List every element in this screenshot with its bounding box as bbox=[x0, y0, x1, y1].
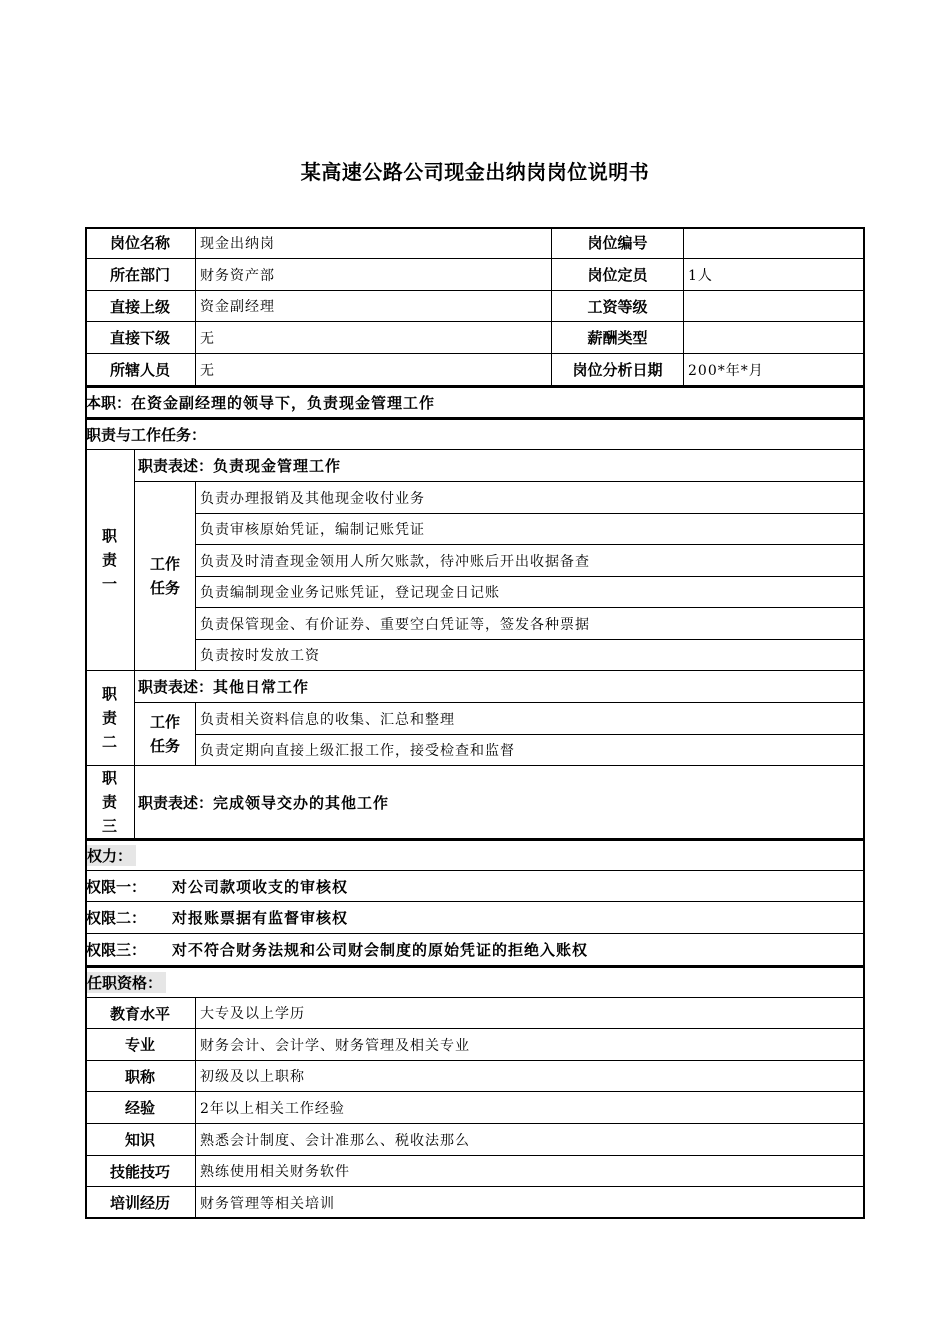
qual-label: 专业 bbox=[85, 1029, 196, 1061]
duty2-task: 负责定期向直接上级汇报工作，接受检查和监督 bbox=[196, 735, 865, 766]
dept-label: 所在部门 bbox=[85, 259, 196, 291]
qual-label: 培训经历 bbox=[85, 1187, 196, 1219]
managed-value: 无 bbox=[196, 354, 552, 386]
date-label: 岗位分析日期 bbox=[552, 354, 684, 386]
job-description-table bbox=[85, 227, 865, 1219]
qual-value: 熟练使用相关财务软件 bbox=[196, 1156, 865, 1187]
power-item: 权限一： 对公司款项收支的审核权 bbox=[85, 871, 865, 902]
qual-label: 知识 bbox=[85, 1124, 196, 1156]
duty1-task: 负责保管现金、有价证券、重要空白凭证等，签发各种票据 bbox=[196, 608, 865, 640]
duty1-task: 负责审核原始凭证，编制记账凭证 bbox=[196, 514, 865, 545]
duty1-task-label: 工作 任务 bbox=[135, 482, 196, 671]
qual-value: 初级及以上职称 bbox=[196, 1061, 865, 1092]
duty-row bbox=[85, 386, 865, 418]
date-value: 200*年*月 bbox=[684, 354, 865, 386]
page-title: 某高速公路公司现金出纳岗岗位说明书 bbox=[300, 160, 650, 184]
duty1-task: 负责按时发放工资 bbox=[196, 640, 865, 671]
quota-label: 岗位定员 bbox=[552, 259, 684, 291]
wage-label: 工资等级 bbox=[552, 291, 684, 322]
duty3-side-label: 职 责 三 bbox=[85, 766, 135, 839]
power-header: 权力： bbox=[85, 839, 865, 871]
subordinate-value: 无 bbox=[196, 322, 552, 354]
quota-value: 1人 bbox=[684, 259, 865, 291]
duty1-task: 负责编制现金业务记账凭证，登记现金日记账 bbox=[196, 577, 865, 608]
duty1-desc: 职责表述： 负责现金管理工作 bbox=[135, 450, 865, 482]
post-name-value: 现金出纳岗 bbox=[196, 227, 552, 259]
duty2-task: 负责相关资料信息的收集、汇总和整理 bbox=[196, 703, 865, 735]
superior-label: 直接上级 bbox=[85, 291, 196, 322]
qual-value: 2年以上相关工作经验 bbox=[196, 1092, 865, 1124]
managed-label: 所辖人员 bbox=[85, 354, 196, 386]
tasks-header: 职责与工作任务： bbox=[85, 418, 865, 450]
qual-value: 财务管理等相关培训 bbox=[196, 1187, 865, 1219]
post-name-label: 岗位名称 bbox=[85, 227, 196, 259]
duty1-side-label: 职 责 一 bbox=[85, 450, 135, 671]
wage-value bbox=[684, 291, 865, 322]
duty3-desc: 职责表述： 完成领导交办的其他工作 bbox=[135, 766, 865, 839]
qual-label: 教育水平 bbox=[85, 998, 196, 1029]
subordinate-label: 直接下级 bbox=[85, 322, 196, 354]
qual-label: 职称 bbox=[85, 1061, 196, 1092]
duty-label: 本职： bbox=[86, 394, 132, 412]
duty2-side-label: 职 责 二 bbox=[85, 671, 135, 766]
qual-value: 大专及以上学历 bbox=[196, 998, 865, 1029]
qual-label: 技能技巧 bbox=[85, 1156, 196, 1187]
duty2-task-label: 工作 任务 bbox=[135, 703, 196, 766]
duty-text: 在资金副经理的领导下，负责现金管理工作 bbox=[131, 394, 436, 412]
dept-value: 财务资产部 bbox=[196, 259, 552, 291]
qual-label: 经验 bbox=[85, 1092, 196, 1124]
duty2-desc: 职责表述： 其他日常工作 bbox=[135, 671, 865, 703]
power-item: 权限二： 对报账票据有监督审核权 bbox=[85, 902, 865, 934]
power-item: 权限三： 对不符合财务法规和公司财会制度的原始凭证的拒绝入账权 bbox=[85, 934, 865, 966]
duty1-task: 负责及时清查现金领用人所欠账款，待冲账后开出收据备查 bbox=[196, 545, 865, 577]
salary-value bbox=[684, 322, 865, 354]
duty1-task: 负责办理报销及其他现金收付业务 bbox=[196, 482, 865, 514]
salary-label: 薪酬类型 bbox=[552, 322, 684, 354]
post-no-value bbox=[684, 227, 865, 259]
qual-header: 任职资格： bbox=[85, 966, 865, 998]
qual-value: 熟悉会计制度、会计准那么、税收法那么 bbox=[196, 1124, 865, 1156]
post-no-label: 岗位编号 bbox=[552, 227, 684, 259]
superior-value: 资金副经理 bbox=[196, 291, 552, 322]
qual-value: 财务会计、会计学、财务管理及相关专业 bbox=[196, 1029, 865, 1061]
